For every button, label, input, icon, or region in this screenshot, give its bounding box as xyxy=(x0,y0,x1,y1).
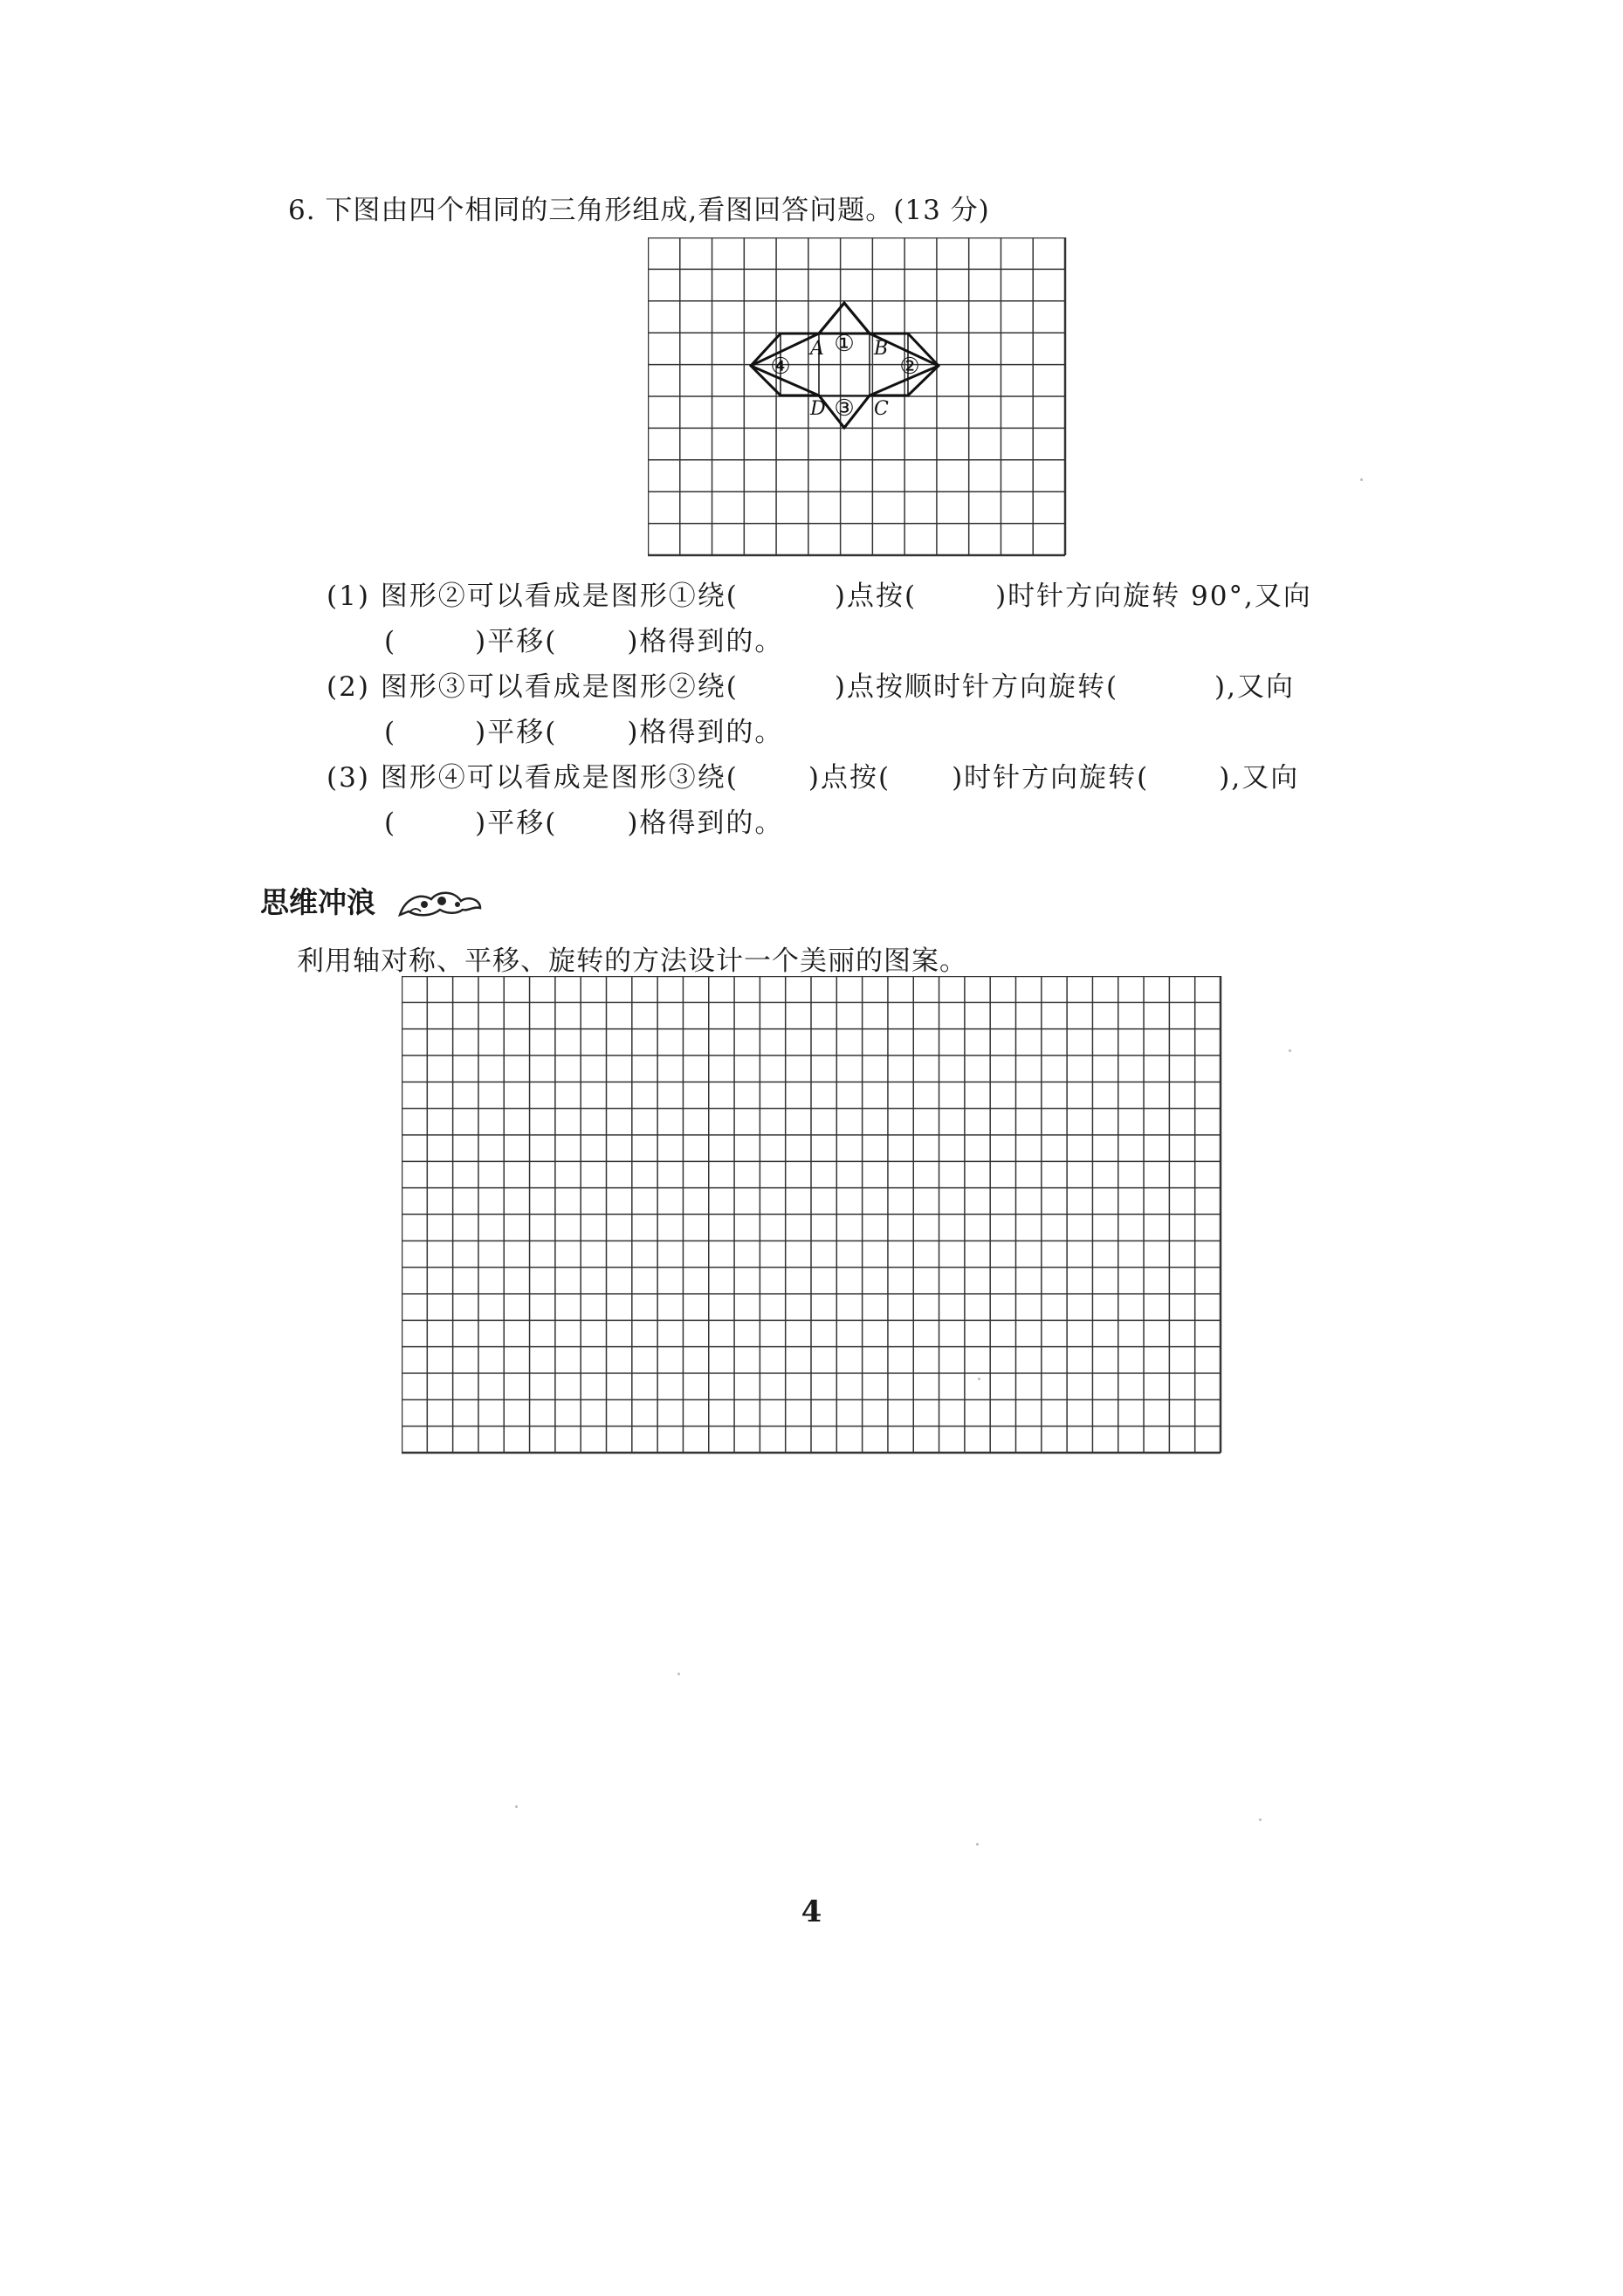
scan-speck xyxy=(515,1805,518,1808)
piece-label-4: ④ xyxy=(770,354,791,380)
point-label-c: C xyxy=(874,398,889,420)
piece-label-2: ② xyxy=(899,354,920,380)
scan-speck xyxy=(978,1378,980,1380)
scan-speck xyxy=(1259,1818,1262,1821)
part-2-line-1: (2) 图形③可以看成是图形②绕( )点按顺时针方向旋转( ),又向 xyxy=(327,671,1295,703)
point-label-d: D xyxy=(810,398,826,420)
scan-speck xyxy=(677,1673,680,1675)
scan-speck xyxy=(1289,1049,1291,1052)
scan-speck xyxy=(976,1843,979,1846)
design-task-text: 利用轴对称、平移、旋转的方法设计一个美丽的图案。 xyxy=(297,945,967,977)
star-figure-grid xyxy=(648,237,1067,557)
piece-label-3: ③ xyxy=(834,395,855,422)
piece-label-1: ① xyxy=(834,331,855,357)
part-2-line-2: ( )平移( )格得到的。 xyxy=(384,717,784,748)
part-3-line-2: ( )平移( )格得到的。 xyxy=(384,808,784,839)
page-number: 4 xyxy=(801,1894,822,1929)
section-title-thinking: 思维冲浪 xyxy=(260,880,489,922)
scan-speck xyxy=(1360,478,1363,481)
point-label-b: B xyxy=(874,338,889,360)
part-3-line-1: (3) 图形④可以看成是图形③绕( )点按( )时针方向旋转( ),又向 xyxy=(327,762,1300,794)
wave-decoration-icon xyxy=(393,887,489,922)
question-6-title: 6. 下图由四个相同的三角形组成,看图回答问题。(13 分) xyxy=(288,195,990,226)
point-label-a: A xyxy=(810,338,824,360)
part-1-line-2: ( )平移( )格得到的。 xyxy=(384,626,784,657)
design-drawing-grid[interactable] xyxy=(402,976,1222,1454)
part-1-line-1: (1) 图形②可以看成是图形①绕( )点按( )时针方向旋转 90°,又向 xyxy=(327,581,1312,612)
